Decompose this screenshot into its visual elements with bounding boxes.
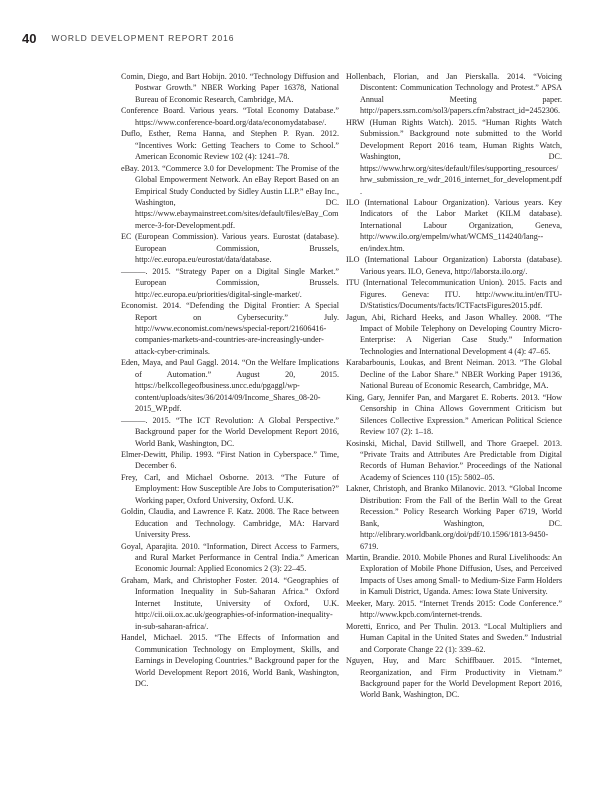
- reference-entry: Elmer-Dewitt, Philip. 1993. “First Nation in Cyberspace.” Time, December 6.: [121, 449, 339, 471]
- reference-entry: Handel, Michael. 2015. “The Effects of Information and Communication Technology on Employment, Skills, and Earnings in Developing Countries.” Background paper for the World Development Report 2016, World Bank, Washington, DC.: [121, 633, 339, 689]
- reference-entry: eBay. 2013. “Commerce 3.0 for Development: The Promise of the Global Empowerment Network. An eBay Report Based on an Empirical Study Conducted by Sidley Austin LLP.” eBay Inc., Washington, DC. https://www.ebaymainstreet.com/sites/default/files/eBay_Commerce-3-for-Development.pdf.: [121, 163, 339, 230]
- reference-entry: EC (European Commission). Various years. Eurostat (database). European Commission, Brussels, http://ec.europa.eu/eurostat/data/database.: [121, 232, 339, 265]
- reference-entry: Goldin, Claudia, and Lawrence F. Katz. 2008. The Race between Education and Technology. Cambridge, MA: Harvard University Press.: [121, 507, 339, 540]
- reference-entry: Kosinski, Michal, David Stillwell, and Thore Graepel. 2013. “Private Traits and Attributes Are Predictable from Digital Records of Human Behavior.” Proceedings of the National Academy of Sciences 110 (15): 5802–05.: [346, 438, 562, 482]
- reference-entry: Comin, Diego, and Bart Hobijn. 2010. “Technology Diffusion and Postwar Growth.” NBER Working Paper 16378, National Bureau of Economic Research, Cambridge, MA.: [121, 72, 339, 104]
- reference-entry: HRW (Human Rights Watch). 2015. “Human Rights Watch Submission.” Background note submitted to the World Development Report 2016 team, Human Rights Watch, Washington, DC. https://www.hrw.org/sites/default/files/supporting_resources/hrw_submission_re_wdr_2016_internet_for_development.pdf.: [346, 117, 562, 196]
- reference-entry: Conference Board. Various years. “Total Economy Database.” https://www.conference-board.org/data/economydatabase/.: [121, 106, 339, 127]
- reference-entry: ILO (International Labour Organization) Laborsta (database). Various years. ILO, Geneva, http://laborsta.ilo.org/.: [346, 255, 562, 276]
- reference-entry: Eden, Maya, and Paul Gaggl. 2014. “On the Welfare Implications of Automation.” August 20, 2015. https://belkcollegeofbusiness.uncc.edu/pgaggl/wp-content/uploads/sites/36/2014/09/Income_Shares_08-20-2015_WP.pdf.: [121, 358, 339, 414]
- reference-entry: Frey, Carl, and Michael Osborne. 2013. “The Future of Employment: How Susceptible Are Jobs to Computerisation?” Working paper, Oxford University, Oxford. U.K.: [121, 472, 339, 505]
- reference-entry: King, Gary, Jennifer Pan, and Margaret E. Roberts. 2013. “How Censorship in China Allows Government Criticism but Silences Collective Expression.” American Political Science Review 107 (2): 1–18.: [346, 392, 562, 437]
- references-column-right: [346, 71, 562, 701]
- reference-entry: Graham, Mark, and Christopher Foster. 2014. “Geographies of Information Inequality in Sub-Saharan Africa.” Oxford Internet Institute, University of Oxford, U.K. http://cii.oii.ox.ac.uk/geographies-of-information-inequality-in-sub-saharan-africa/.: [121, 575, 339, 631]
- reference-entry: Moretti, Enrico, and Per Thulin. 2013. “Local Multipliers and Human Capital in the United States and Sweden.” Industrial and Corporate Change 22 (1): 339–62.: [346, 621, 562, 654]
- references-column-left: [121, 71, 339, 689]
- reference-entry: Nguyen, Huy, and Marc Schiffbauer. 2015. “Internet, Reorganization, and Firm Productivity in Vietnam.” Background paper for the World Development Report 2016, World Bank, Washington, DC.: [346, 656, 562, 700]
- reference-entry: Goyal, Aparajita. 2010. “Information, Direct Access to Farmers, and Rural Market Performance in Central India.” American Economic Journal: Applied Economics 2 (3): 22–45.: [121, 541, 339, 574]
- reference-entry: Jagun, Abi, Richard Heeks, and Jason Whalley. 2008. “The Impact of Mobile Telephony on Developing Country Micro-Enterprise: A Nigerian Case Study.” Information Technologies and International Development 4 (4): 47–65.: [346, 312, 562, 356]
- reference-entry: ILO (International Labour Organization). Various years. Key Indicators of the Labor Market (KILM database). International Labour Organization, Geneva, http://www.ilo.org/empelm/what/WCMS_114240/lang--en/index.htm.: [346, 197, 562, 253]
- reference-entry: Duflo, Esther, Rema Hanna, and Stephen P. Ryan. 2012. “Incentives Work: Getting Teachers to Come to School.” American Economic Review 102 (4): 1241–78.: [121, 129, 339, 162]
- reference-entry: ———. 2015. “The ICT Revolution: A Global Perspective.” Background paper for the World Development Report 2016, World Bank, Washington, DC.: [121, 415, 339, 448]
- reference-entry: Martin, Brandie. 2010. Mobile Phones and Rural Livelihoods: An Exploration of Mobile Phone Diffusion, Uses, and Perceived Impacts of Uses among Small- to Medium-Size Farm Holders in Kamuli District, Uganda. Ames: Iowa State University.: [346, 553, 562, 597]
- running-title: WORLD DEVELOPMENT REPORT 2016: [51, 33, 235, 43]
- reference-entry: ITU (International Telecommunication Union). 2015. Facts and Figures. Geneva: ITU. http://www.itu.int/en/ITU-D/Statistics/Documents/facts/ICTFactsFigures2015.pdf.: [346, 278, 562, 311]
- reference-entry: Karabarbounis, Loukas, and Brent Neiman. 2013. “The Global Decline of the Labor Share.” NBER Working Paper 19136, National Bureau of Economic Research, Cambridge, MA.: [346, 358, 562, 391]
- page-number: 40: [22, 30, 37, 46]
- page-header: [22, 30, 234, 46]
- reference-entry: ———. 2015. “Strategy Paper on a Digital Single Market.” European Commission, Brussels. http://ec.europa.eu/priorities/digital-single-market/.: [121, 266, 339, 299]
- reference-entry: Hollenbach, Florian, and Jan Pierskalla. 2014. “Voicing Discontent: Communication Technology and Protest.” APSA Annual Meeting paper. http://papers.ssrn.com/sol3/papers.cfm?abstract_id=2452306.: [346, 72, 562, 116]
- reference-entry: Meeker, Mary. 2015. “Internet Trends 2015: Code Conference.” http://www.kpcb.com/internet-trends.: [346, 598, 562, 620]
- reference-entry: Economist. 2014. “Defending the Digital Frontier: A Special Report on Cybersecurity.” July. http://www.economist.com/news/special-report/21606416-companies-markets-and-countries-are-increasingly-under-attack-cyber-criminals.: [121, 301, 339, 356]
- reference-entry: Lakner, Christoph, and Branko Milanovic. 2013. “Global Income Distribution: From the Fall of the Berlin Wall to the Great Recession.” Policy Research Working Paper 6719, World Bank, Washington, DC. http://elibrary.worldbank.org/doi/pdf/10.1596/1813-9450-6719.: [346, 484, 562, 551]
